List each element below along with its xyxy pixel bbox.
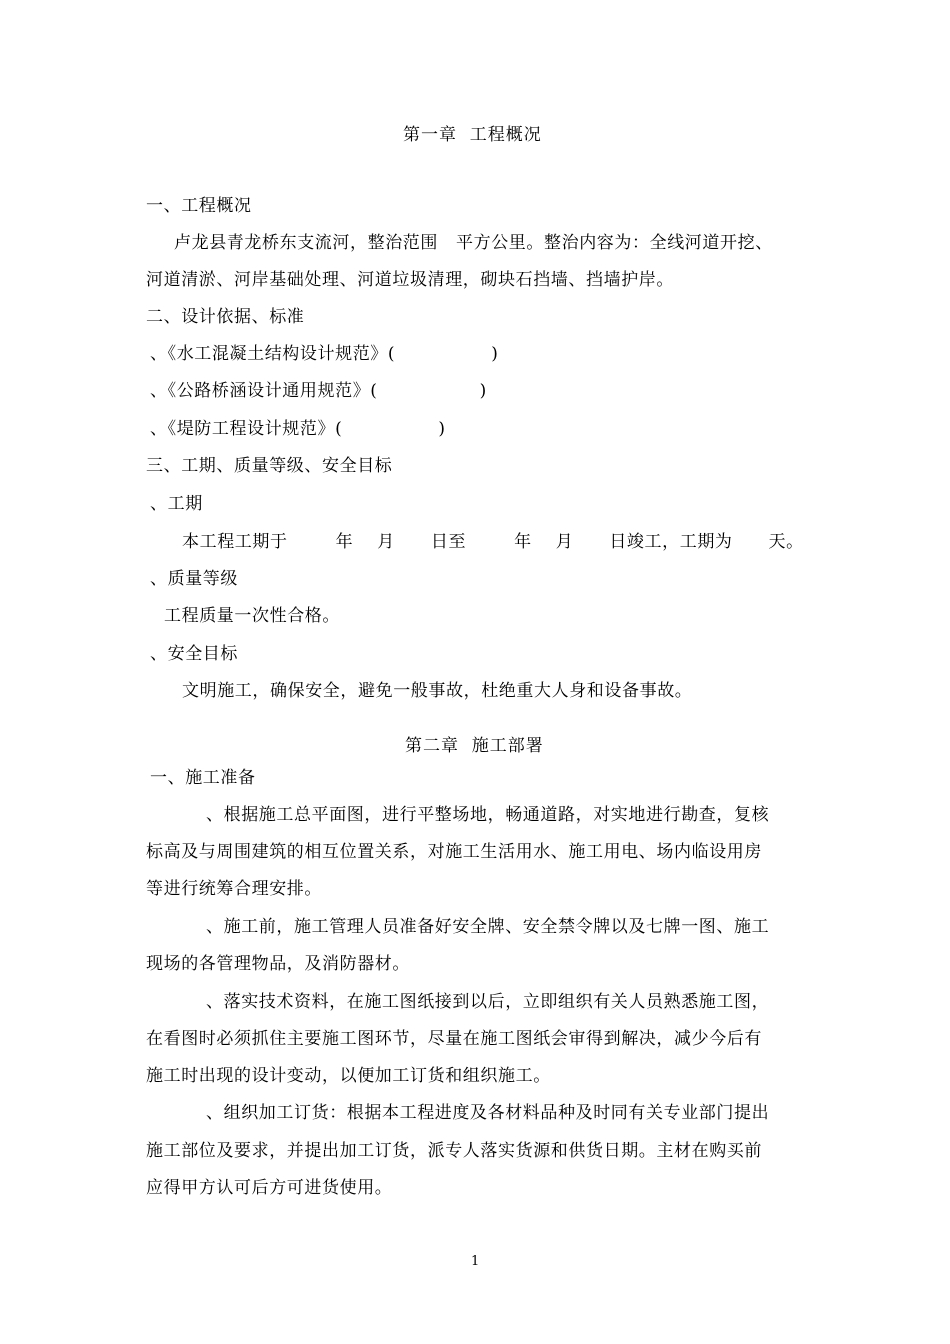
prep-item3-line2: 在看图时必须抓住主要施工图环节，尽量在施工图纸会审得到解决，减少今后有 — [146, 1029, 762, 1049]
prep-item2-line2: 现场的各管理物品，及消防器材。 — [146, 954, 410, 974]
prep-item3-line1: 、落实技术资料，在施工图纸接到以后，立即组织有关人员熟悉施工图， — [206, 992, 770, 1012]
standard-item-3: 、《堤防工程设计规范》( ) — [150, 419, 446, 439]
page-number: 1 — [471, 1254, 480, 1269]
prep-item1-line2: 标高及与周围建筑的相互位置关系，对施工生活用水、施工用电、场内临设用房 — [146, 842, 762, 862]
section2-heading: 二、设计依据、标准 — [146, 307, 305, 327]
standard-item-1: 、《水工混凝土结构设计规范》( ) — [150, 344, 499, 364]
prep-item3-line3: 施工时出现的设计变动，以便加工订货和组织施工。 — [146, 1066, 551, 1086]
prep-item1-line1: 、根据施工总平面图，进行平整场地，畅通道路，对实地进行勘查，复核 — [206, 805, 770, 825]
prep-item4-line3: 应得甲方认可后方可进货使用。 — [146, 1178, 393, 1198]
section3-heading: 三、工期、质量等级、安全目标 — [146, 456, 393, 476]
safety-heading: 、安全目标 — [150, 644, 238, 664]
quality-heading: 、质量等级 — [150, 569, 238, 589]
safety-text: 文明施工，确保安全，避免一般事故，杜绝重大人身和设备事故。 — [182, 681, 693, 701]
chapter2-section1-heading: 一、施工准备 — [150, 768, 256, 788]
prep-item4-line2: 施工部位及要求，并提出加工订货，派专人落实货源和供货日期。主材在购买前 — [146, 1141, 762, 1161]
chapter2-title: 第二章 施工部署 — [405, 736, 544, 756]
prep-item1-line3: 等进行统筹合理安排。 — [146, 879, 322, 899]
chapter1-title: 第一章 工程概况 — [403, 125, 542, 145]
schedule-heading: 、工期 — [150, 494, 203, 514]
section1-para-line1: 卢龙县青龙桥东支流河，整治范围 平方公里。整治内容为：全线河道开挖、 — [174, 233, 773, 253]
section1-para-line2: 河道清淤、河岸基础处理、河道垃圾清理，砌块石挡墙、挡墙护岸。 — [146, 270, 674, 290]
quality-text: 工程质量一次性合格。 — [164, 606, 340, 626]
schedule-text: 本工程工期于 年 月 日至 年 月 日竣工，工期为 天。 — [182, 532, 804, 552]
prep-item2-line1: 、施工前，施工管理人员准备好安全牌、安全禁令牌以及七牌一图、施工 — [206, 917, 770, 937]
prep-item4-line1: 、组织加工订货：根据本工程进度及各材料品种及时同有关专业部门提出 — [206, 1103, 770, 1123]
section1-heading: 一、工程概况 — [146, 196, 252, 216]
standard-item-2: 、《公路桥涵设计通用规范》( ) — [150, 381, 487, 401]
